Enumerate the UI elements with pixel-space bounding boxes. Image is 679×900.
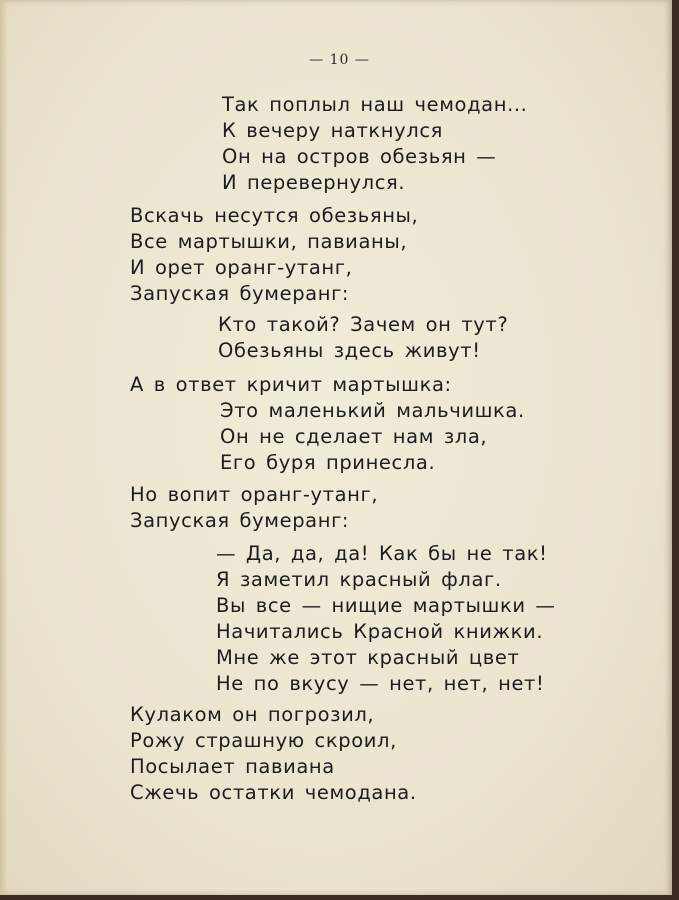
poem-line: Посылает павиана	[130, 755, 335, 778]
poem-line: — Да, да, да! Как бы не так!	[216, 542, 548, 565]
stanza-4	[130, 372, 525, 476]
poem-line: Кулаком он погрозил,	[130, 703, 375, 726]
stanza-6	[216, 541, 556, 697]
poem-line: Но вопит оранг-утанг,	[130, 483, 379, 506]
poem-line: Я заметил красный флаг.	[216, 568, 502, 591]
stanza-1	[222, 92, 527, 196]
page-number: — 10 —	[309, 52, 370, 68]
poem-line: Мне же этот красный цвет	[216, 646, 520, 669]
stanza-5	[130, 482, 378, 534]
stanza-2	[130, 203, 418, 307]
poem-line: Так поплыл наш чемодан...	[222, 93, 528, 116]
poem-line: Запуская бумеранг:	[130, 509, 350, 532]
poem-line: Он на остров обезьян —	[222, 145, 497, 168]
poem-line: К вечеру наткнулся	[222, 119, 444, 142]
poem-line: Вскачь несутся обезьяны,	[130, 204, 419, 227]
poem-line: Не по вкусу — нет, нет, нет!	[216, 672, 545, 695]
poem-line: А в ответ кричит мартышка:	[130, 373, 452, 396]
poem-line: Все мартышки, павианы,	[130, 230, 408, 253]
poem-line: Вы все — нищие мартышки —	[216, 594, 556, 617]
poem-line: Кто такой? Зачем он тут?	[218, 313, 509, 336]
poem-line: Обезьяны здесь живут!	[218, 339, 481, 362]
poem-line: Он не сделает нам зла,	[220, 425, 488, 448]
stanza-7	[130, 702, 417, 806]
poem-line: Рожу страшную скроил,	[130, 729, 397, 752]
poem-line: Это маленький мальчишка.	[220, 399, 525, 422]
page-fold-shadow	[0, 0, 8, 895]
poem-line: Сжечь остатки чемодана.	[130, 781, 417, 804]
poem-line: Начитались Красной книжки.	[216, 620, 544, 643]
stanza-3	[218, 312, 508, 364]
poem-line: Запуская бумеранг:	[130, 282, 350, 305]
poem-line: И перевернулся.	[222, 171, 406, 194]
poem-line: И орет оранг-утанг,	[130, 256, 353, 279]
poem-line: Его буря принесла.	[220, 451, 436, 474]
